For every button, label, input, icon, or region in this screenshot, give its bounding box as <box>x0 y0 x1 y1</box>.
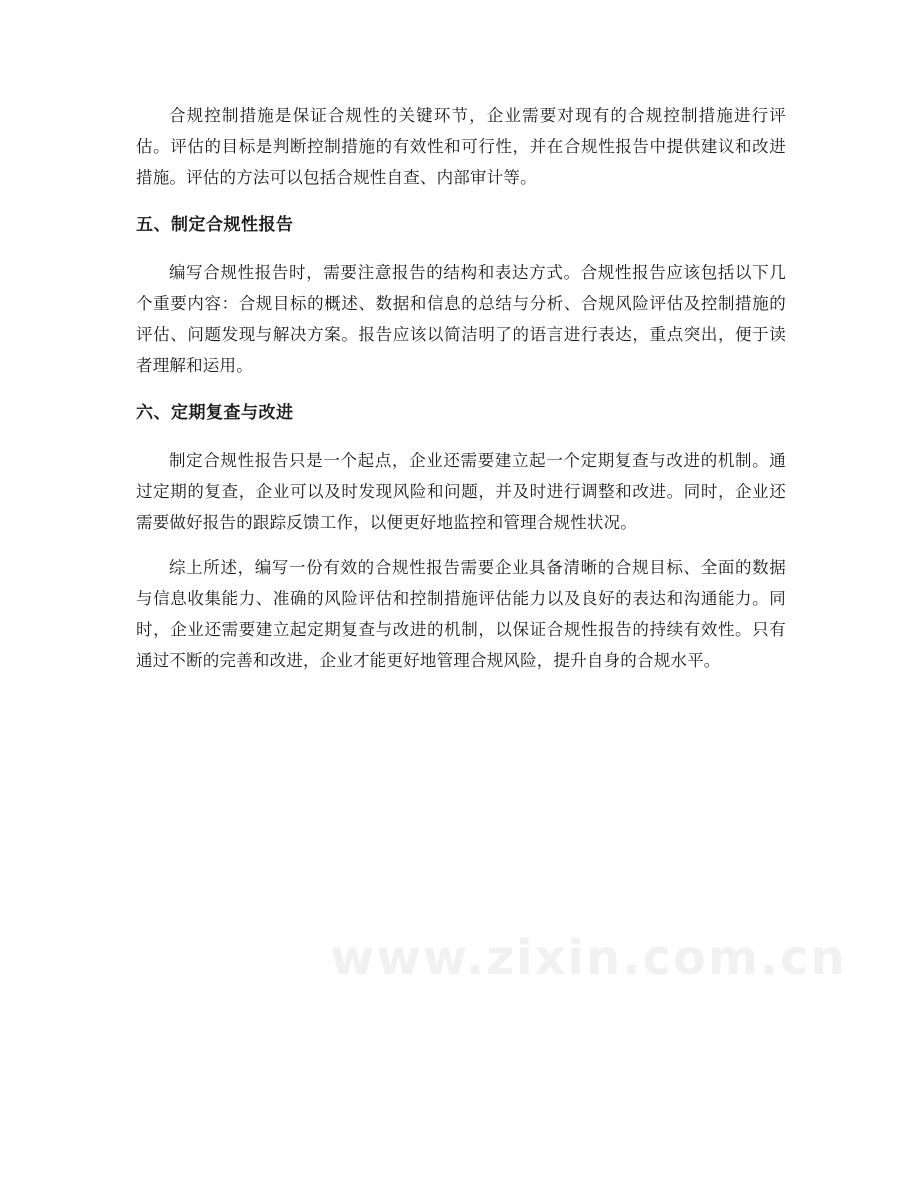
paragraph-report-writing: 编写合规性报告时，需要注意报告的结构和表达方式。合规性报告应该包括以下几个重要内容：合规目标的概述、数据和信息的总结与分析、合规风险评估及控制措施的评估、问题发现与解决方案。报告应该以简洁明了的语言进行表达，重点突出，便于读者理解和运用。 <box>136 263 786 375</box>
paragraph-control-measures: 合规控制措施是保证合规性的关键环节，企业需要对现有的合规控制措施进行评估。评估的目标是判断控制措施的有效性和可行性，并在合规性报告中提供建议和改进措施。评估的方法可以包括合规性自查、内部审计等。 <box>136 106 786 187</box>
section-heading-6: 六、定期复查与改进 <box>136 403 294 423</box>
document-body <box>136 100 786 676</box>
paragraph-periodic-review: 制定合规性报告只是一个起点，企业还需要建立起一个定期复查与改进的机制。通过定期的复查，企业可以及时发现风险和问题，并及时进行调整和改进。同时，企业还需要做好报告的跟踪反馈工作，以便更好地监控和管理合规性状况。 <box>136 451 786 532</box>
watermark-text: www.zixin.com.cn <box>330 930 847 986</box>
paragraph-conclusion: 综上所述，编写一份有效的合规性报告需要企业具备清晰的合规目标、全面的数据与信息收集能力、准确的风险评估和控制措施评估能力以及良好的表达和沟通能力。同时，企业还需要建立起定期复查与改进的机制，以保证合规性报告的持续有效性。只有通过不断的完善和改进，企业才能更好地管理合规风险，提升自身的合规水平。 <box>136 558 786 670</box>
section-heading-5: 五、制定合规性报告 <box>136 215 294 235</box>
